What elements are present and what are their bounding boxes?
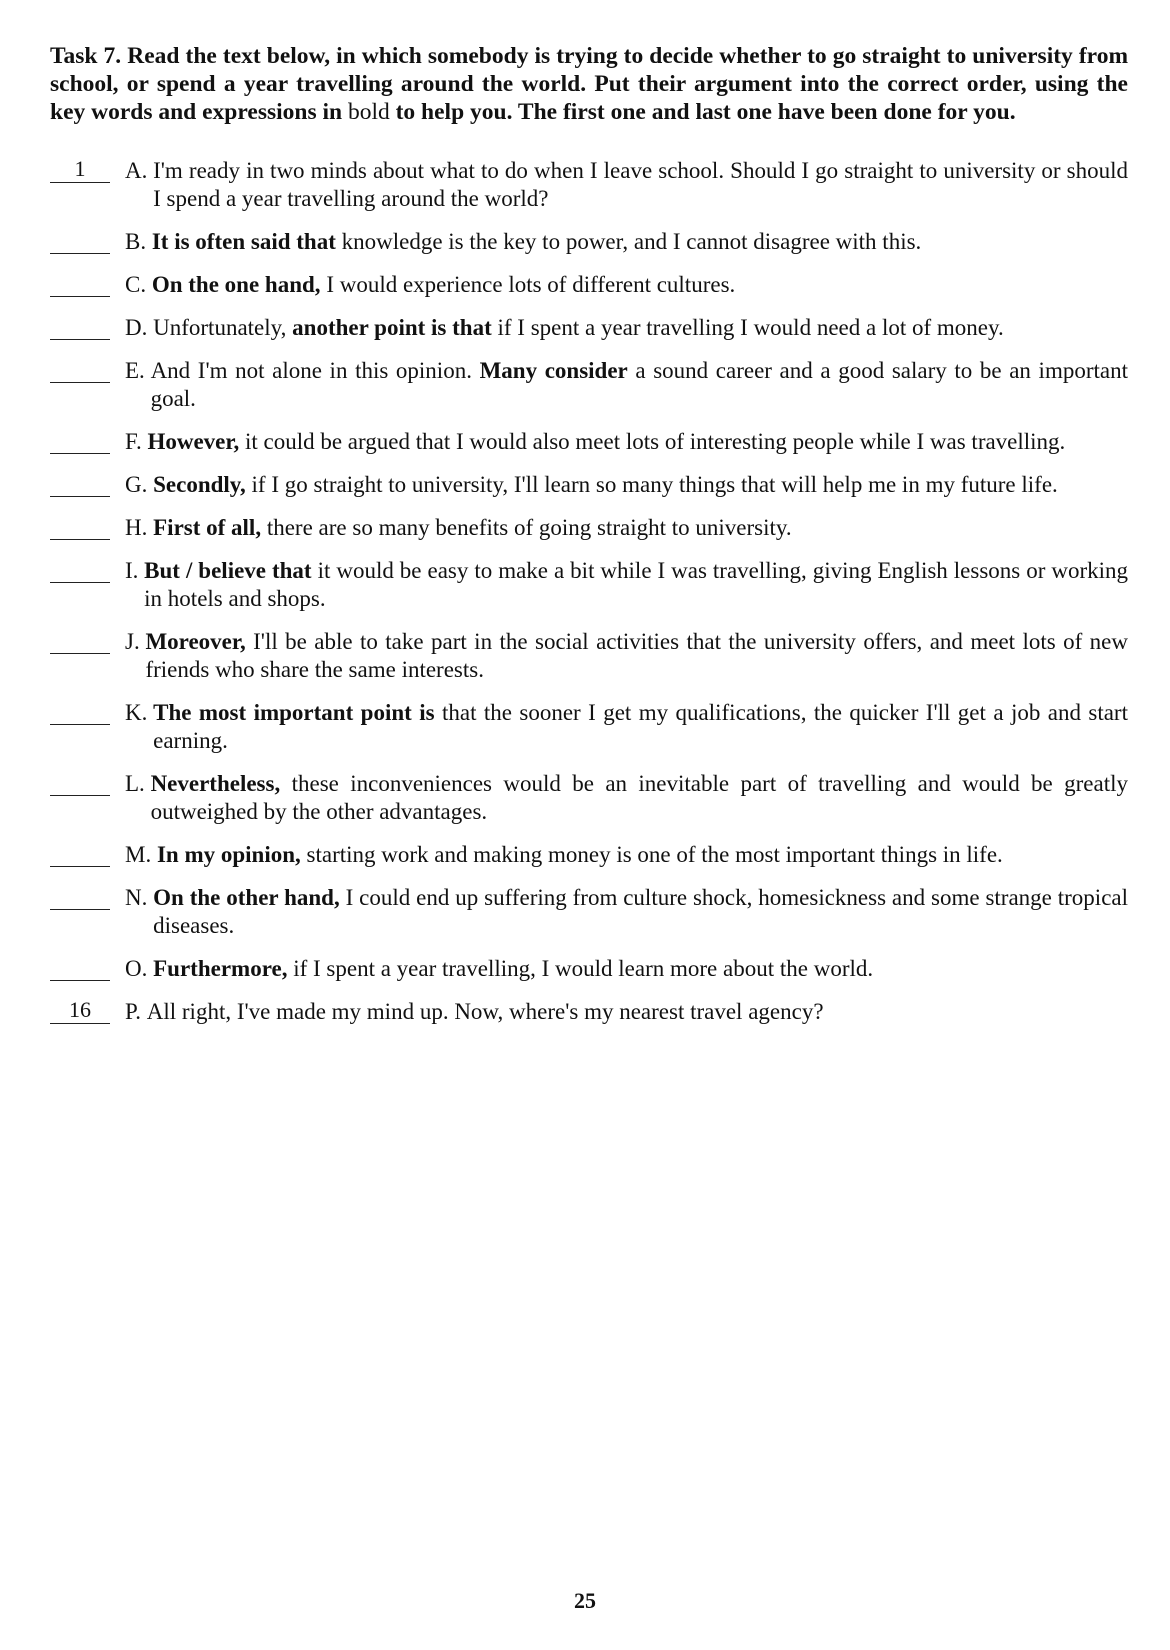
answer-blank[interactable] — [50, 768, 110, 796]
answer-blank[interactable] — [50, 512, 110, 540]
item-body-text: All right, I've made my mind up. Now, where's my nearest travel agency? — [146, 999, 824, 1024]
item-lead-text: Unfortunately, — [153, 315, 287, 340]
key-expression: Moreover, — [145, 629, 246, 654]
argument-item — [50, 699, 1128, 755]
answer-blank[interactable] — [50, 555, 110, 583]
task-label: Task 7. — [50, 43, 122, 69]
key-expression: The most important point is — [153, 700, 435, 725]
item-body-text: if I spent a year travelling I would need a lot of money. — [497, 315, 1004, 340]
answer-blank[interactable] — [50, 312, 110, 340]
answer-blank[interactable] — [50, 626, 110, 654]
item-letter: M. — [125, 842, 152, 867]
key-expression: On the other hand, — [153, 885, 340, 910]
item-text — [157, 841, 1128, 869]
argument-list — [50, 157, 1128, 1026]
argument-item — [50, 557, 1128, 613]
item-letter: D. — [125, 315, 148, 340]
item-body-text: there are so many benefits of going straight to university. — [266, 515, 792, 540]
argument-item — [50, 157, 1128, 213]
item-letter: N. — [125, 885, 148, 910]
argument-item — [50, 471, 1128, 499]
item-letter: F. — [125, 429, 142, 454]
key-expression: Secondly, — [153, 472, 246, 497]
item-text — [153, 471, 1128, 499]
item-body-text: it could be argued that I would also meet lots of interesting people while I was travelling. — [244, 429, 1066, 454]
answer-blank[interactable] — [50, 882, 110, 910]
item-text — [144, 557, 1128, 613]
answer-blank[interactable] — [50, 355, 110, 383]
item-body-text: if I go straight to university, I'll learn so many things that will help me in my future life. — [251, 472, 1058, 497]
argument-item — [50, 228, 1128, 256]
key-expression: First of all, — [153, 515, 262, 540]
task-instruction-end: to help you. The first one and last one have been done for you. — [395, 99, 1016, 125]
item-text — [153, 157, 1128, 213]
item-body-text: knowledge is the key to power, and I cannot disagree with this. — [341, 229, 922, 254]
answer-blank[interactable] — [50, 697, 110, 725]
key-expression: Furthermore, — [153, 956, 288, 981]
item-body-text: starting work and making money is one of the most important things in life. — [306, 842, 1003, 867]
answer-blank[interactable] — [50, 269, 110, 297]
item-letter: A. — [125, 158, 148, 183]
item-text — [153, 884, 1128, 940]
item-text — [153, 955, 1128, 983]
item-letter: J. — [125, 629, 140, 654]
argument-item — [50, 998, 1128, 1026]
answer-blank[interactable] — [50, 839, 110, 867]
item-letter: L. — [125, 771, 145, 796]
key-expression: It is often said that — [151, 229, 336, 254]
task-bold-word: bold — [347, 99, 390, 125]
item-letter: C. — [125, 272, 147, 297]
answer-blank[interactable] — [50, 469, 110, 497]
item-lead-text: And I'm not alone in this opinion. — [150, 358, 472, 383]
item-letter: K. — [125, 700, 148, 725]
item-letter: B. — [125, 229, 147, 254]
key-expression: another point is that — [292, 315, 492, 340]
item-body-text: these inconveniences would be an inevitable part of travelling and would be greatly outweighed by the other advantages. — [150, 771, 1128, 824]
item-text — [152, 228, 1128, 256]
worksheet-page — [50, 42, 1128, 1041]
answer-blank[interactable]: 1 — [50, 155, 110, 183]
item-letter: E. — [125, 358, 145, 383]
key-expression: On the one hand, — [151, 272, 321, 297]
item-text — [153, 699, 1128, 755]
item-text — [145, 628, 1128, 684]
item-body-text: I could end up suffering from culture shock, homesickness and some strange tropical diseases. — [153, 885, 1129, 938]
argument-item — [50, 428, 1128, 456]
argument-item — [50, 955, 1128, 983]
item-text — [147, 998, 1128, 1026]
key-expression: However, — [147, 429, 240, 454]
task-instruction — [50, 42, 1128, 126]
answer-blank[interactable] — [50, 226, 110, 254]
item-body-text: if I spent a year travelling, I would learn more about the world. — [293, 956, 874, 981]
argument-item — [50, 314, 1128, 342]
item-body-text: I would experience lots of different cultures. — [326, 272, 736, 297]
argument-item — [50, 841, 1128, 869]
answer-blank[interactable] — [50, 426, 110, 454]
argument-item — [50, 628, 1128, 684]
item-letter: G. — [125, 472, 148, 497]
item-text — [152, 271, 1128, 299]
argument-item — [50, 514, 1128, 542]
task-instruction-text: Read the text below, in which somebody is trying to decide whether to go straight to university from school, or spend a year travelling around the world. Put their argument into the correct order, using the key words and expressions in — [50, 43, 1129, 125]
item-body-text: a sound career and a good salary to be an important goal. — [150, 358, 1128, 411]
item-letter: P. — [125, 999, 141, 1024]
item-body-text: I'm ready in two minds about what to do when I leave school. Should I go straight to university or should I spend a year travelling around the world? — [153, 158, 1128, 211]
argument-item — [50, 357, 1128, 413]
key-expression: In my opinion, — [156, 842, 301, 867]
key-expression: Nevertheless, — [150, 771, 281, 796]
key-expression: Many consider — [479, 358, 628, 383]
argument-item — [50, 770, 1128, 826]
item-letter: O. — [125, 956, 148, 981]
item-letter: H. — [125, 515, 148, 540]
page-number: 25 — [574, 1588, 596, 1613]
answer-blank[interactable] — [50, 953, 110, 981]
argument-item — [50, 884, 1128, 940]
item-text — [151, 770, 1128, 826]
item-text — [153, 314, 1128, 342]
item-body-text: that the sooner I get my qualifications, the quicker I'll get a job and start earning. — [153, 700, 1128, 753]
argument-item — [50, 271, 1128, 299]
item-text — [153, 514, 1128, 542]
item-text — [147, 428, 1128, 456]
key-expression: But / believe that — [144, 558, 312, 583]
item-text — [151, 357, 1128, 413]
item-body-text: it would be easy to make a bit while I was travelling, giving English lessons or working in hotels and shops. — [144, 558, 1128, 611]
answer-blank[interactable]: 16 — [50, 996, 110, 1024]
item-body-text: I'll be able to take part in the social activities that the university offers, and meet lots of new friends who share the same interests. — [145, 629, 1128, 682]
item-letter: I. — [125, 558, 139, 583]
